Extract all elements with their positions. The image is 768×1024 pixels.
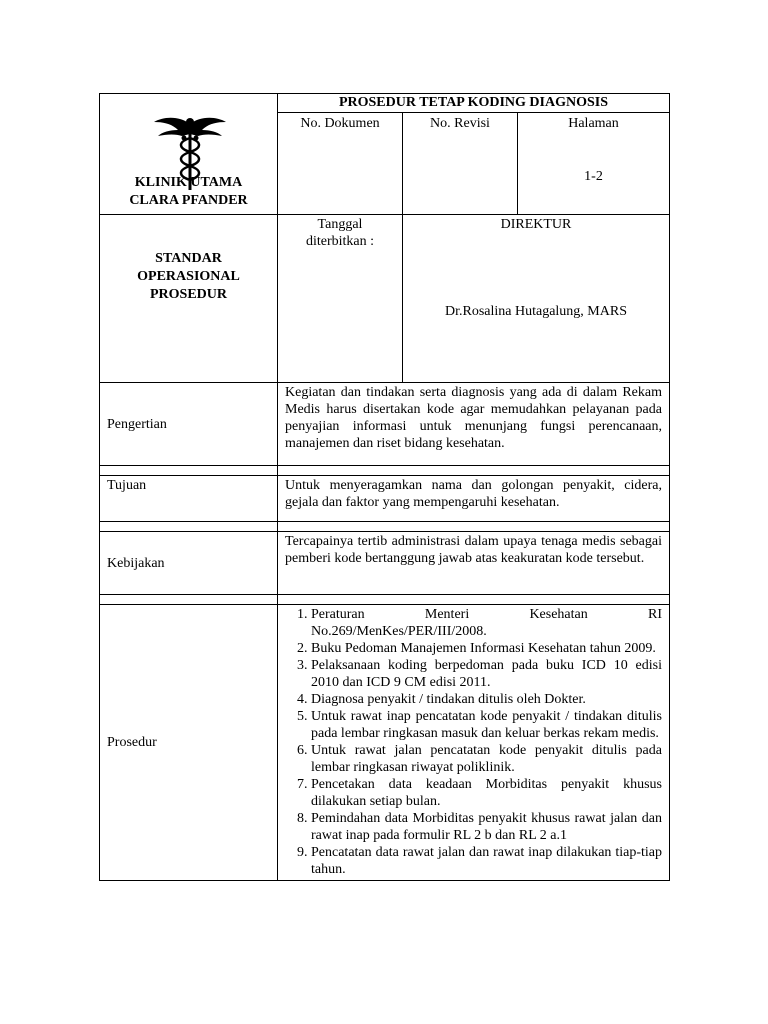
director-name: Dr.Rosalina Hutagalung, MARS: [445, 304, 627, 319]
list-item: 6. Untuk rawat jalan pencatatan kode penyakit ditulis pada lembar ringkasan riwayat poliklinik.: [311, 742, 662, 776]
sop-table: [99, 93, 670, 881]
prosedur-label: Prosedur: [100, 605, 278, 881]
clinic-name: KLINIK UTAMA CLARA PFANDER: [129, 175, 248, 208]
spacer-row: [100, 595, 670, 605]
pengertian-label: Pengertian: [100, 383, 278, 466]
page-label: Halaman: [568, 116, 619, 131]
prosedur-steps-cell: [278, 605, 670, 881]
list-item: 9. Pencatatan data rawat jalan dan rawat inap dilakukan tiap-tiap tahun.: [311, 844, 662, 878]
doc-number-label: No. Dokumen: [300, 116, 380, 131]
tujuan-label: Tujuan: [100, 476, 278, 522]
director-label: DIREKTUR: [500, 217, 572, 232]
spacer-row: [100, 522, 670, 532]
kebijakan-label: Kebijakan: [100, 532, 278, 595]
spacer-row: [100, 466, 670, 476]
sop-document: [99, 93, 669, 881]
document-title: PROSEDUR TETAP KODING DIAGNOSIS: [278, 94, 670, 113]
clinic-logo-cell: [100, 94, 278, 215]
page-cell: [518, 113, 670, 215]
sop-title: STANDAR OPERASIONAL PROSEDUR: [137, 251, 240, 302]
page-number: 1-2: [584, 169, 603, 184]
kebijakan-text: Tercapainya tertib administrasi dalam upaya tenaga medis sebagai pemberi kode bertanggung jawab atas keakuratan kode tersebut.: [278, 532, 670, 595]
issued-date-cell: [278, 215, 403, 383]
revision-label: No. Revisi: [430, 116, 490, 131]
list-item: 3. Pelaksanaan koding berpedoman pada buku ICD 10 edisi 2010 dan ICD 9 CM edisi 2011.: [311, 657, 662, 691]
list-item: 4. Diagnosa penyakit / tindakan ditulis oleh Dokter.: [311, 691, 662, 708]
doc-number-cell: [278, 113, 403, 215]
director-cell: [403, 215, 670, 383]
revision-cell: [403, 113, 518, 215]
sop-title-cell: [100, 215, 278, 383]
tujuan-text: Untuk menyeragamkan nama dan golongan penyakit, cidera, gejala dan faktor yang mempengaruhi kesehatan.: [278, 476, 670, 522]
prosedur-steps: [285, 606, 662, 878]
pengertian-text: Kegiatan dan tindakan serta diagnosis yang ada di dalam Rekam Medis harus disertakan kode agar memudahkan pelayanan pada penyajian informasi untuk menunjang fungsi perencanaan, manajemen dan riset bidang kesehatan.: [278, 383, 670, 466]
issued-date-label: Tanggal diterbitkan :: [305, 217, 375, 249]
list-item: 2. Buku Pedoman Manajemen Informasi Kesehatan tahun 2009.: [311, 640, 662, 657]
list-item: 5. Untuk rawat inap pencatatan kode penyakit / tindakan ditulis pada lembar ringkasan masuk dan keluar berkas rekam medis.: [311, 708, 662, 742]
list-item: 7. Pencetakan data keadaan Morbiditas penyakit khusus dilakukan setiap bulan.: [311, 776, 662, 810]
list-item: 8. Pemindahan data Morbiditas penyakit khusus rawat jalan dan rawat inap pada formulir RL 2 b dan RL 2 a.1: [311, 810, 662, 844]
list-item: 1. Peraturan Menteri Kesehatan RI No.269/MenKes/PER/III/2008.: [311, 606, 662, 640]
